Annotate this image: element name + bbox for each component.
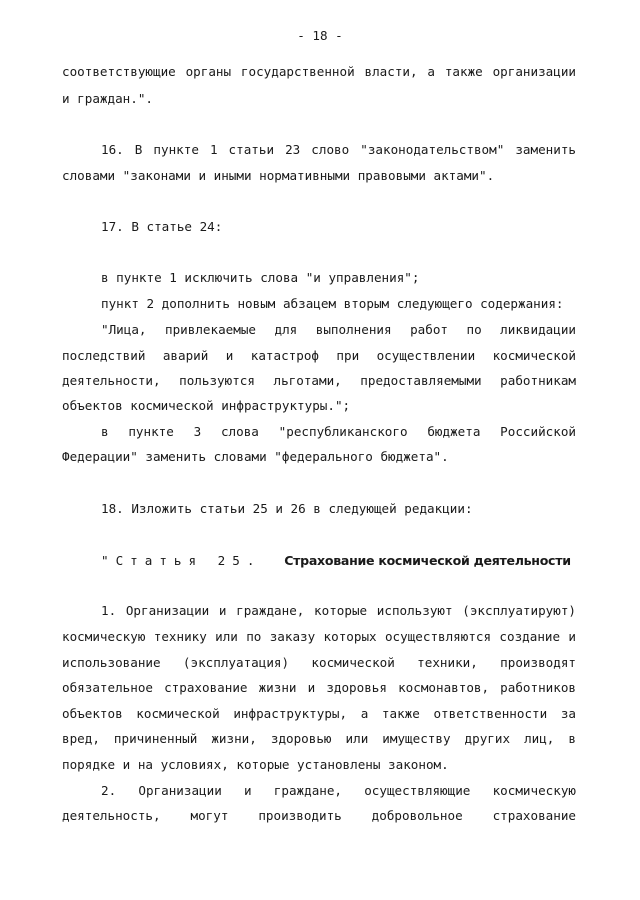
page-number: - 18 - — [297, 28, 343, 43]
text-line: космическую технику или по заказу которых осуществляются создание и — [62, 629, 576, 644]
text-line: 16. В пункте 1 статьи 23 слово "законодательством" заменить — [101, 142, 576, 157]
text-line: 2. Организации и граждане, осуществляющие космическую — [101, 783, 576, 798]
text-line: вред, причиненный жизни, здоровью или имуществу других лиц, в — [62, 731, 576, 746]
text-line: 18. Изложить статьи 25 и 26 в следующей редакции: — [101, 501, 473, 516]
text-line: пункт 2 дополнить новым абзацем вторым следующего содержания: — [101, 296, 564, 311]
text-line: последствий аварий и катастроф при осуществлении космической — [62, 348, 576, 363]
text-line: объектов космической инфраструктуры."; — [62, 398, 351, 413]
article-heading — [101, 552, 571, 570]
text-line: 17. В статье 24: — [101, 219, 223, 234]
text-line: деятельность, могут производить добровольное страхование — [62, 808, 576, 823]
text-line: "Лица, привлекаемые для выполнения работ по ликвидации — [101, 322, 576, 337]
text-line: в пункте 1 исключить слова "и управления"; — [101, 270, 420, 285]
text-line: обязательное страхование жизни и здоровья космонавтов, работников — [62, 680, 576, 695]
text-line: использование (эксплуатация) космической техники, производят — [62, 655, 576, 670]
text-line: в пункте 3 слова "республиканского бюджета Российской — [101, 424, 576, 439]
text-line: деятельности, пользуются льготами, предоставляемыми работникам — [62, 373, 576, 388]
text-line: порядке и на условиях, которые установлены законом. — [62, 757, 449, 772]
text-line: 1. Организации и граждане, которые используют (эксплуатируют) — [101, 603, 576, 618]
text-line: соответствующие органы государственной власти, а также организации — [62, 64, 576, 79]
text-line: объектов космической инфраструктуры, а также ответственности за — [62, 706, 576, 721]
article-title: Страхование космической деятельности — [284, 553, 571, 568]
article-number: "Статья 25. — [101, 553, 262, 568]
text-line: Федерации" заменить словами "федерального бюджета". — [62, 449, 449, 464]
text-line: словами "законами и иными нормативными правовыми актами". — [62, 168, 495, 183]
text-line: и граждан.". — [62, 91, 153, 106]
